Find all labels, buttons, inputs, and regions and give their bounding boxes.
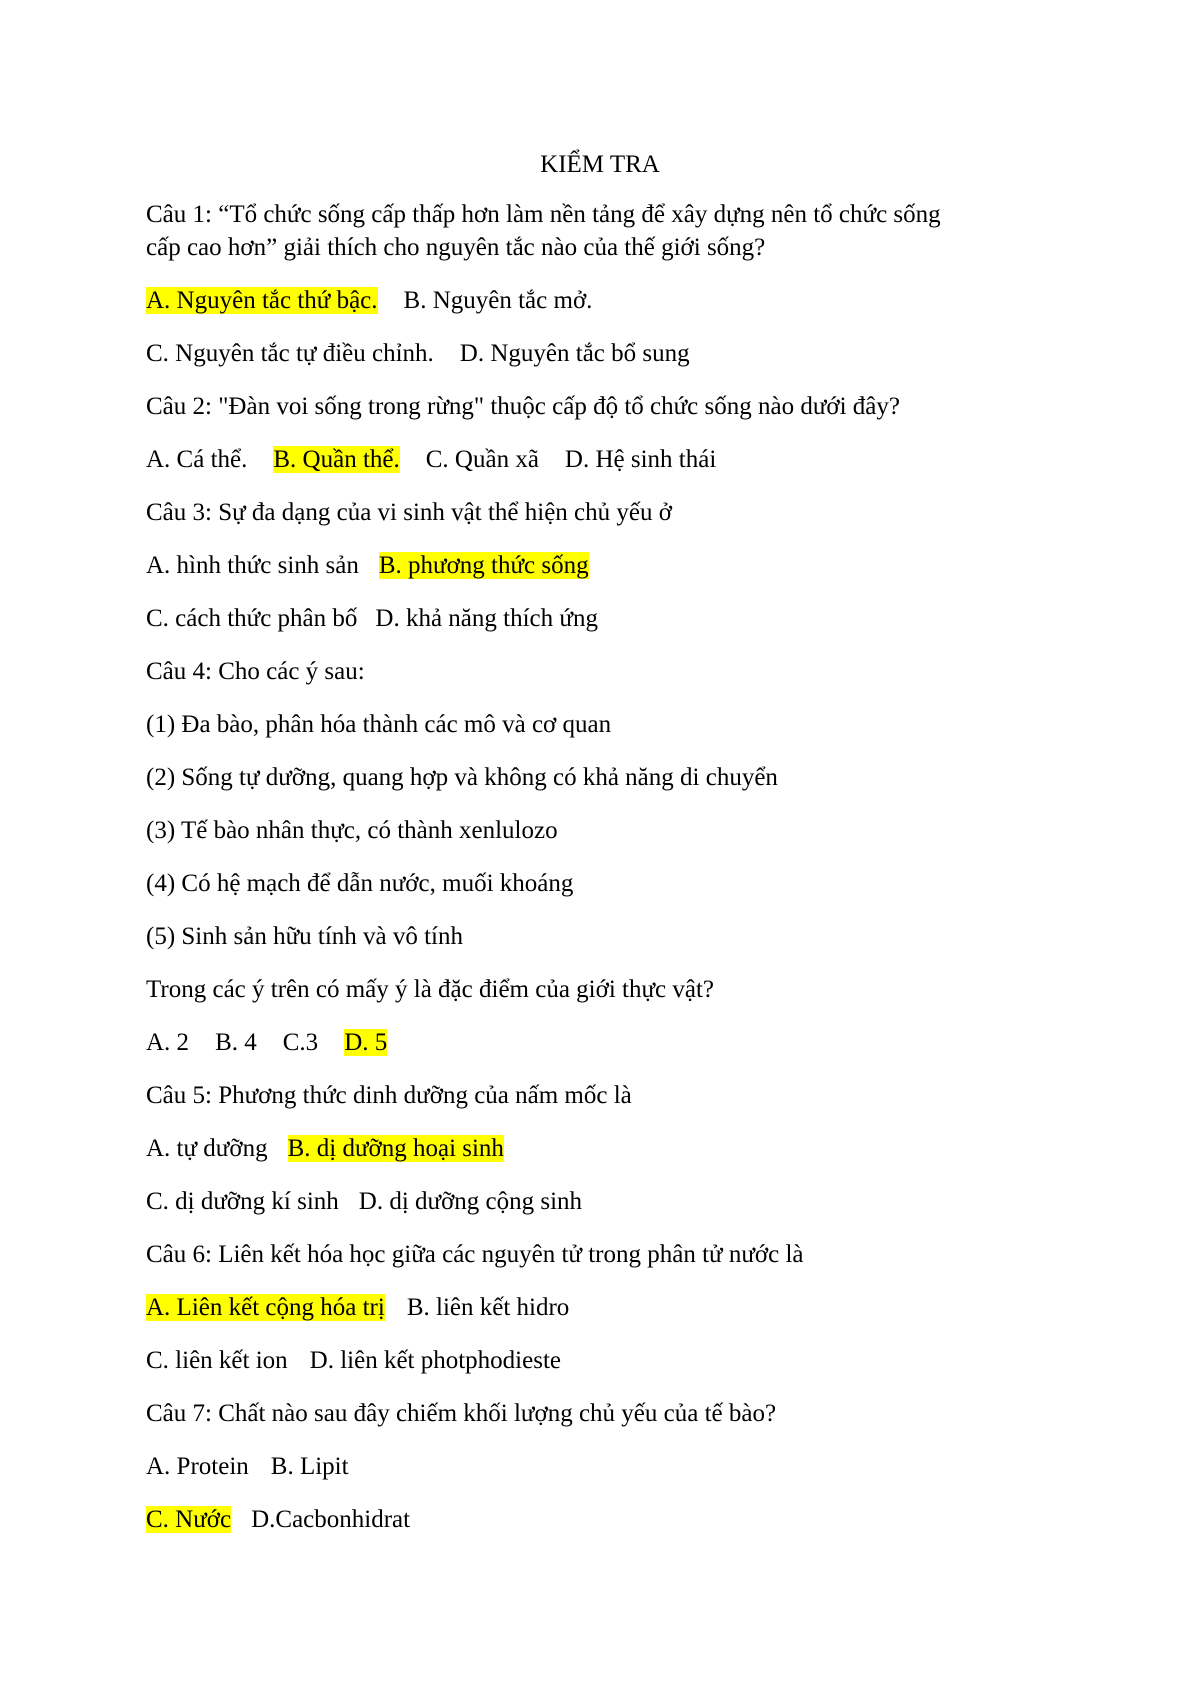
q7-option-a: A. Protein (146, 1453, 249, 1480)
q3-option-b-answer: B. phương thức sống (378, 552, 589, 579)
question-5: Câu 5: Phương thức dinh dưỡng của nấm mốc là (146, 1082, 632, 1109)
q2-option-a: A. Cá thể. (146, 446, 248, 473)
question-2-options (146, 445, 716, 475)
question-1-options-cd (146, 339, 690, 369)
question-6-options-cd (146, 1346, 561, 1376)
question-4-prompt: Trong các ý trên có mấy ý là đặc điểm của giới thực vật? (146, 976, 715, 1003)
q6-option-d: D. liên kết photphodieste (309, 1347, 561, 1374)
question-7: Câu 7: Chất nào sau đây chiếm khối lượng chủ yếu của tế bào? (146, 1400, 777, 1427)
q1-option-a-answer: A. Nguyên tắc thứ bậc. (146, 287, 378, 314)
q6-option-c: C. liên kết ion (146, 1347, 288, 1374)
q4-option-b: B. 4 (215, 1029, 257, 1056)
question-4-item-4: (4) Có hệ mạch để dẫn nước, muối khoáng (146, 870, 574, 897)
question-2: Câu 2: "Đàn voi sống trong rừng" thuộc cấp độ tổ chức sống nào dưới đây? (146, 393, 901, 420)
question-3: Câu 3: Sự đa dạng của vi sinh vật thể hiện chủ yếu ở (146, 499, 672, 526)
question-4-item-2: (2) Sống tự dưỡng, quang hợp và không có khả năng di chuyển (146, 764, 778, 791)
q6-option-a-answer: A. Liên kết cộng hóa trị (146, 1294, 385, 1321)
question-1-line-2: cấp cao hơn” giải thích cho nguyên tắc nào của thế giới sống? (146, 234, 766, 261)
question-4: Câu 4: Cho các ý sau: (146, 658, 365, 685)
q5-option-d: D. dị dưỡng cộng sinh (358, 1188, 583, 1215)
q2-option-d: D. Hệ sinh thái (564, 446, 717, 473)
question-4-item-1: (1) Đa bào, phân hóa thành các mô và cơ quan (146, 711, 612, 738)
q1-option-b: B. Nguyên tắc mở. (403, 287, 593, 314)
q7-option-c-answer: C. Nước (146, 1506, 232, 1533)
question-6: Câu 6: Liên kết hóa học giữa các nguyên tử trong phân tử nước là (146, 1241, 804, 1268)
q3-option-a: A. hình thức sinh sản (146, 552, 359, 579)
question-4-item-3: (3) Tế bào nhân thực, có thành xenlulozo (146, 817, 558, 844)
question-3-options-cd (146, 604, 598, 634)
q2-option-c: C. Quần xã (425, 446, 539, 473)
q1-option-d: D. Nguyên tắc bổ sung (459, 340, 690, 367)
q4-option-c: C.3 (282, 1029, 319, 1056)
question-6-options-ab (146, 1293, 569, 1323)
q2-option-b-answer: B. Quần thể. (273, 446, 400, 473)
question-1-options-ab (146, 286, 592, 316)
question-4-options (146, 1028, 387, 1058)
question-7-options-ab (146, 1452, 349, 1482)
question-3-options-ab (146, 551, 589, 581)
q5-option-b-answer: B. dị dưỡng hoại sinh (287, 1135, 504, 1162)
question-7-options-cd (146, 1505, 410, 1535)
question-1-line-1: Câu 1: “Tổ chức sống cấp thấp hơn làm nền tảng để xây dựng nên tổ chức sống (146, 201, 941, 228)
q3-option-c: C. cách thức phân bố (146, 605, 358, 632)
q7-option-d: D.Cacbonhidrat (251, 1506, 411, 1533)
page-title: KIỂM TRA (540, 151, 660, 178)
q3-option-d: D. khả năng thích ứng (375, 605, 598, 632)
q1-option-c: C. Nguyên tắc tự điều chỉnh. (146, 340, 434, 367)
q7-option-b: B. Lipit (270, 1453, 349, 1480)
q4-option-d-answer: D. 5 (344, 1029, 388, 1056)
q6-option-b: B. liên kết hidro (406, 1294, 570, 1321)
q5-option-c: C. dị dưỡng kí sinh (146, 1188, 339, 1215)
question-5-options-cd (146, 1187, 582, 1217)
question-4-item-5: (5) Sinh sản hữu tính và vô tính (146, 923, 464, 950)
question-5-options-ab (146, 1134, 504, 1164)
q5-option-a: A. tự dưỡng (146, 1135, 268, 1162)
q4-option-a: A. 2 (146, 1029, 190, 1056)
